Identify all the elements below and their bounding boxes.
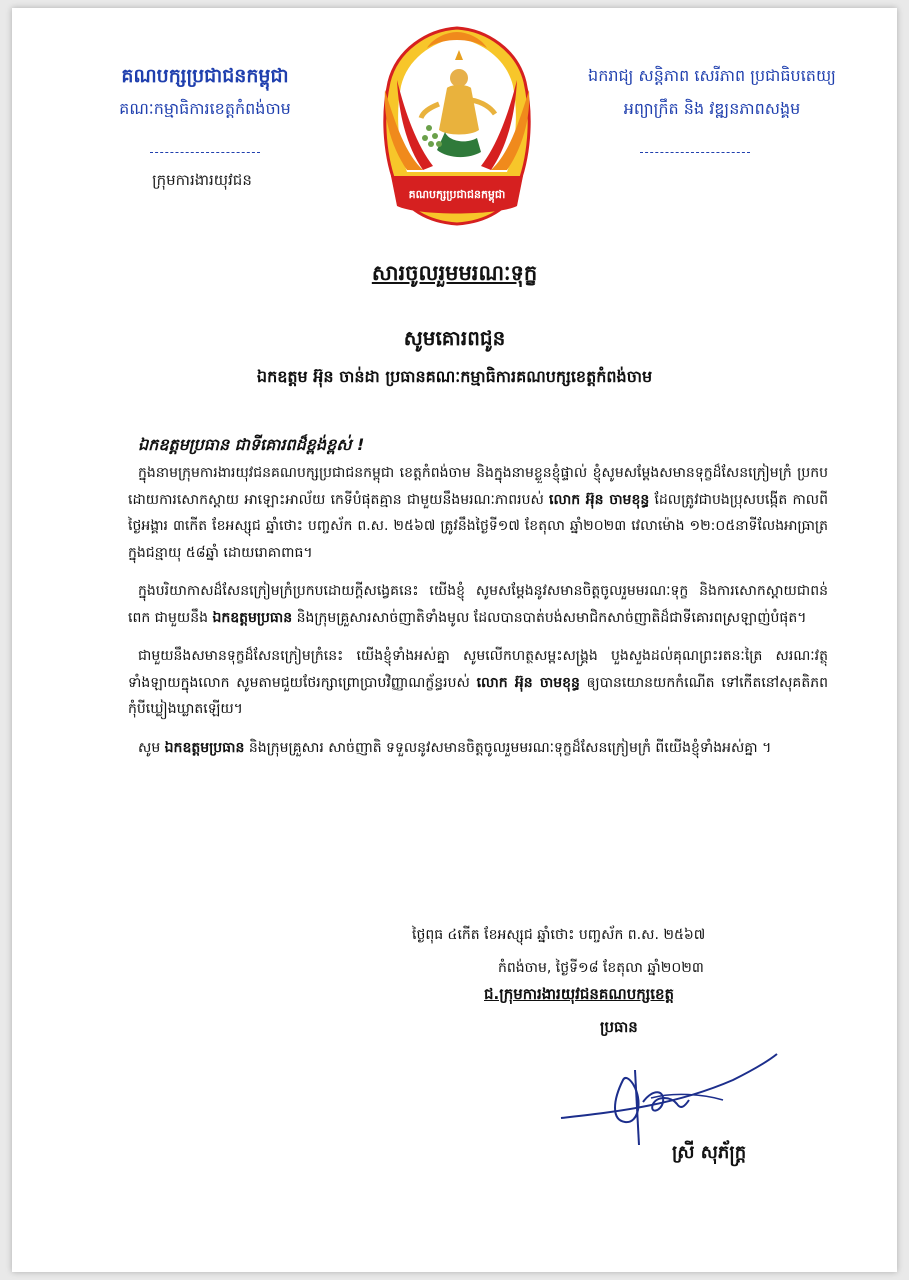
- p3-text-a: ជាមួយនឹងសមានទុក្ខដ៏សែនក្រៀមក្រំនេះ យើងខ្ញុំទាំងអស់គ្នា សូមលើកហត្ថសម្ពះសង្រ្គង បួងសួងដល់គុណព្រះរតនៈត្រៃ សរណៈវត្ថុទាំងឡាយក្នុងលោក សូមតាមជួយថែរក្សាព្រោប្រាបវិញ្ញាណក្ខ័ន្ធរបស់: [128, 648, 828, 691]
- p2-text-a: ក្នុងបរិយាកាសដ៏សែនក្រៀមក្រំប្រកបដោយក្តីសង្វេគនេះ យើងខ្ញុំ សូមសម្តែងនូវសមានចិត្តចូលរួមមរណៈទុក្ខ និងការសោកស្តាយជាពន់ពេក ជាមួយនឹង: [128, 583, 828, 626]
- party-name: គណបក្សប្រជាជនកម្ពុជា: [121, 65, 289, 87]
- logo-text: គណបក្សប្រជាជនកម្ពុជា: [408, 188, 506, 201]
- solar-date: កំពង់ចាម, ថ្ងៃទី១៨ ខែតុលា ឆ្នាំ២០២៣: [498, 960, 704, 976]
- party-header: [70, 62, 340, 122]
- greeting: ឯកឧត្តមប្រធាន ជាទីគោរពដ៏ខ្ពង់ខ្ពស់ !: [138, 435, 365, 454]
- deceased-name: លោក អ៊ុន ចាមខុន្ធ: [549, 491, 650, 508]
- p2-bold: ឯកឧត្តមប្រធាន: [212, 609, 293, 626]
- lunar-date: ថ្ងៃពុធ ៤កើត ខែអស្សុជ ឆ្នាំថោះ បញ្ចស័ក ព.ស. ២៥៦៧: [412, 927, 706, 943]
- p1-text-b: ដែលត្រូវជាបងប្រុសបង្កើត កាលពីថ្ងៃអង្គារ ៣កើត ខែអស្សុជ ឆ្នាំថោះ បញ្ចស័ក ព.ស. ២៥៦៧ ត្រូវនឹងថ្ងៃទី១៧ ខែតុលា ឆ្នាំ២០២៣ វេលាម៉ោង ១២:០៥នាទីលែងអាធ្រាត្រ ក្នុងជន្មាយុ ៥៨ឆ្នាំ ដោយរោគាពាធ។: [128, 491, 829, 561]
- p4-text-b: និងក្រុមគ្រួសារ សាច់ញាតិ ទទួលនូវសមានចិត្តចូលរួមមរណៈទុក្ខដ៏សែនក្រៀមក្រំ ពីយើងខ្ញុំទាំងអស់គ្នា ។: [244, 739, 772, 756]
- party-logo: [367, 20, 547, 230]
- motto-line-2: អព្យាក្រឹត និង វឌ្ឍនភាពសង្គម: [623, 99, 801, 118]
- committee-name: គណៈកម្មាធិការខេត្តកំពង់ចាម: [119, 99, 291, 118]
- p1-text-a: ក្នុងនាមក្រុមការងារយុវជនគណបក្សប្រជាជនកម្ពុជា ខេត្តកំពង់ចាម និងក្នុងនាមខ្លួនខ្ញុំផ្ទាល់ ខ្ញុំសូមសម្តែងសមានទុក្ខដ៏សែនក្រៀមក្រំ ប្រកបដោយការសោកស្តាយ អាឡោះអាល័យ កេទីបំផុតគ្មាន ជាមួយនឹងមរណៈភាពរបស់: [128, 465, 828, 508]
- header-divider-left: [150, 152, 260, 154]
- p4-text-a: សូម: [138, 739, 165, 756]
- recipient-line: ឯកឧត្តម អ៊ុន ចាន់ដា ប្រធានគណៈកម្មាធិការគណបក្សខេត្តកំពង់ចាម: [256, 367, 653, 386]
- paragraph-1: [128, 460, 828, 566]
- group-name: ក្រុមការងារយុវជន: [152, 171, 252, 189]
- deceased-name-2: លោក អ៊ុន ចាមខុន្ធ: [476, 674, 580, 691]
- paragraph-4: [128, 735, 828, 762]
- header-divider-right: [640, 152, 750, 154]
- signatory-organization: ជ.ក្រុមការងារយុវជនគណបក្សខេត្ត: [484, 985, 675, 1003]
- paragraph-3: [128, 643, 828, 723]
- paragraph-2: [128, 578, 828, 631]
- signatory-title: ប្រធាន: [600, 1018, 638, 1036]
- salutation: សូមគោរពជូន: [403, 326, 506, 350]
- p4-bold: ឯកឧត្តមប្រធាន: [164, 739, 245, 756]
- document-title: សារចូលរួមមរណៈទុក្ខ: [371, 261, 538, 285]
- p3-text-b: ឲ្យបានយោនយកកំណើត ទៅកើតនៅសុគតិភពកុំបីឃ្លៀងឃ្លាតឡើយ។: [128, 674, 828, 717]
- motto-line-1: ឯករាជ្យ សន្តិភាព សេរីភាព ប្រជាធិបតេយ្យ: [588, 66, 836, 85]
- p2-text-b: និងក្រុមគ្រួសារសាច់ញាតិទាំងមូល ដែលបានបាត់បង់សមាជិកសាច់ញាតិដ៏ជាទីគោរពស្រឡាញ់បំផុត។: [292, 609, 807, 626]
- letter-body: [128, 430, 828, 773]
- motto-header: [582, 62, 842, 122]
- signature-image: [553, 1040, 783, 1160]
- signatory-name: ស្រី សុភ័ក្ត្រ: [672, 1142, 747, 1163]
